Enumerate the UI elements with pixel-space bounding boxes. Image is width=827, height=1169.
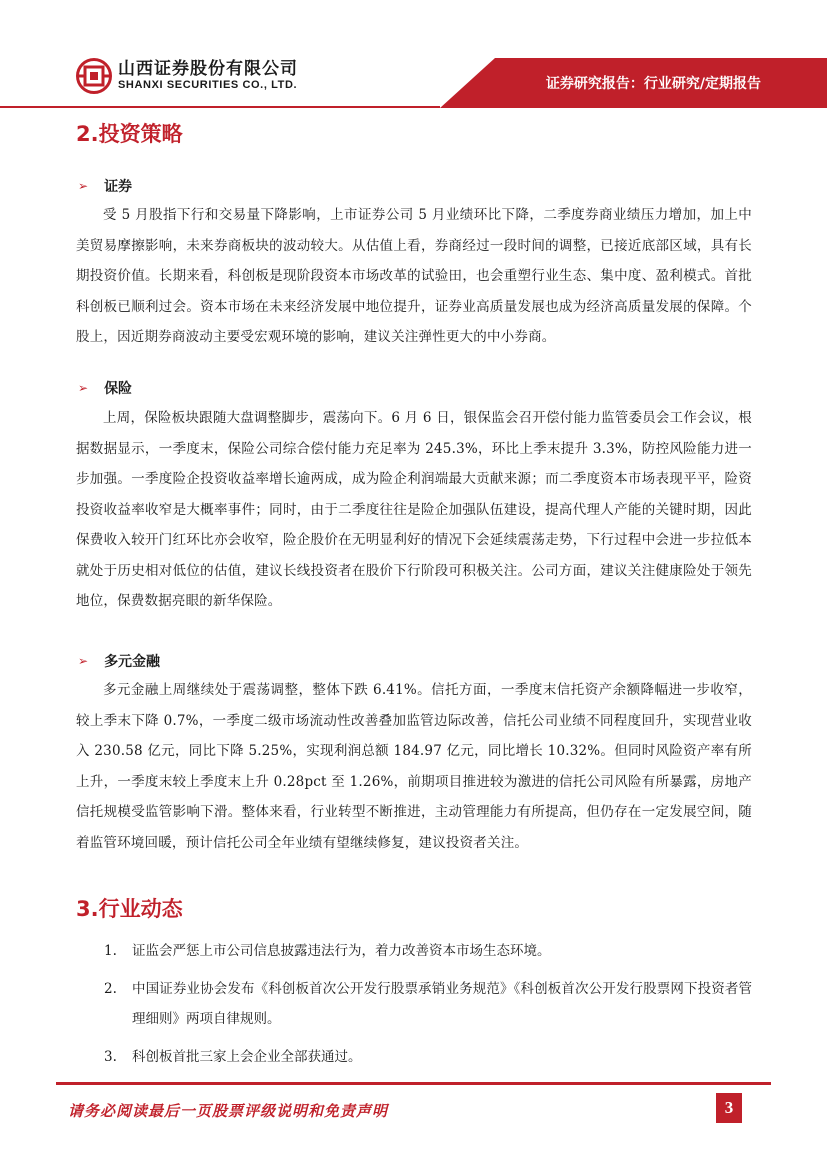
company-name-en: SHANXI SECURITIES CO., LTD. — [118, 79, 298, 91]
subsection-heading-insurance — [78, 378, 132, 398]
section-heading-industry-news: 3.行业动态 — [76, 897, 183, 921]
paragraph-diversified-finance: 多元金融上周继续处于震荡调整，整体下跌 6.41%。信托方面，一季度末信托资产余额降幅进一步收窄，较上季末下降 0.7%，一季度二级市场流动性改善叠加监管边际改善，信托公司业绩不同程度回升，实现营业收入 230.58 亿元，同比下降 5.25%，实现利润总额 184.97 亿元，同比增长 10.32%。但同时风险资产率有所上升，一季度末较上季度末上升 0.28pct 至 1.26%，前期项目推进较为激进的信托公司风险有所暴露，房地产信托规模受监管影响下滑。整体来看，行业转型不断推进，主动管理能力有所提高，但仍存在一定发展空间，随着监管环境回暖，预计信托公司全年业绩有望继续修复，建议投资者关注。 — [76, 682, 752, 851]
shanxi-securities-logo-icon — [76, 58, 112, 94]
subsection-heading-diversified-finance — [78, 651, 160, 671]
page-number: 3 — [716, 1093, 742, 1123]
paragraph-insurance: 上周，保险板块跟随大盘调整脚步，震荡向下。6 月 6 日，银保监会召开偿付能力监管委员会工作会议，根据数据显示，一季度末，保险公司综合偿付能力充足率为 245.3%，环比上季末提升 3.3%，防控风险能力进一步加强。一季度险企投资收益率增长逾两成，成为险企利润端最大贡献来源；而二季度资本市场表现平平，险资投资收益率收窄是大概率事件；同时，由于二季度往往是险企加强队伍建设，提高代理人产能的关键时期，因此保费收入较开门红环比亦会收窄，险企股价在无明显利好的情况下会延续震荡走势，下行过程中会进一步拉低本就处于历史相对低位的估值，建议长线投资者在股价下行阶段可积极关注。公司方面，建议关注健康险处于领先地位，保费数据亮眼的新华保险。 — [76, 410, 752, 609]
subsection-title: 保险 — [104, 381, 133, 397]
paragraph-securities: 受 5 月股指下行和交易量下降影响，上市证券公司 5 月业绩环比下降，二季度券商业绩压力增加，加上中美贸易摩擦影响，未来券商板块的波动较大。从估值上看，券商经过一段时间的调整，已接近底部区域，具有长期投资价值。长期来看，科创板是现阶段资本市场改革的试验田，也会重塑行业生态、集中度、盈利模式。首批科创板已顺利过会。资本市场在未来经济发展中地位提升，证券业高质量发展也成为经济高质量发展的保障。个股上，因近期券商波动主要受宏观环境的影响，建议关注弹性更大的中小券商。 — [76, 207, 752, 345]
subsection-title: 证券 — [104, 179, 133, 195]
arrow-bullet-icon: ➢ — [78, 381, 89, 395]
subsection-heading-securities — [78, 176, 132, 196]
company-logo — [76, 58, 298, 94]
list-item-text: 中国证券业协会发布《科创板首次公开发行股票承销业务规范》《科创板首次公开发行股票网下投资者管理细则》两项自律规则。 — [132, 980, 752, 1027]
list-item-number: 2. — [104, 980, 117, 997]
arrow-bullet-icon: ➢ — [78, 179, 89, 193]
footer-divider — [56, 1082, 771, 1085]
list-item-text: 证监会严惩上市公司信息披露违法行为，着力改善资本市场生态环境。 — [132, 943, 551, 959]
list-item-text: 科创板首批三家上会企业全部获通过。 — [132, 1048, 362, 1065]
list-item — [76, 936, 752, 967]
list-item — [76, 974, 752, 1035]
page-header — [0, 0, 827, 112]
footer-disclaimer: 请务必阅读最后一页股票评级说明和免责声明 — [68, 1102, 389, 1120]
list-item-number: 3. — [104, 1048, 117, 1065]
section-heading-investment-strategy: 2.投资策略 — [76, 122, 183, 146]
report-type-label: 证券研究报告：行业研究/定期报告 — [545, 76, 761, 92]
company-name-cn: 山西证券股份有限公司 — [118, 59, 298, 79]
industry-news-list — [76, 936, 752, 1079]
subsection-title: 多元金融 — [104, 654, 161, 670]
list-item — [76, 1042, 752, 1073]
list-item-number: 1. — [104, 943, 117, 959]
arrow-bullet-icon: ➢ — [78, 654, 89, 668]
